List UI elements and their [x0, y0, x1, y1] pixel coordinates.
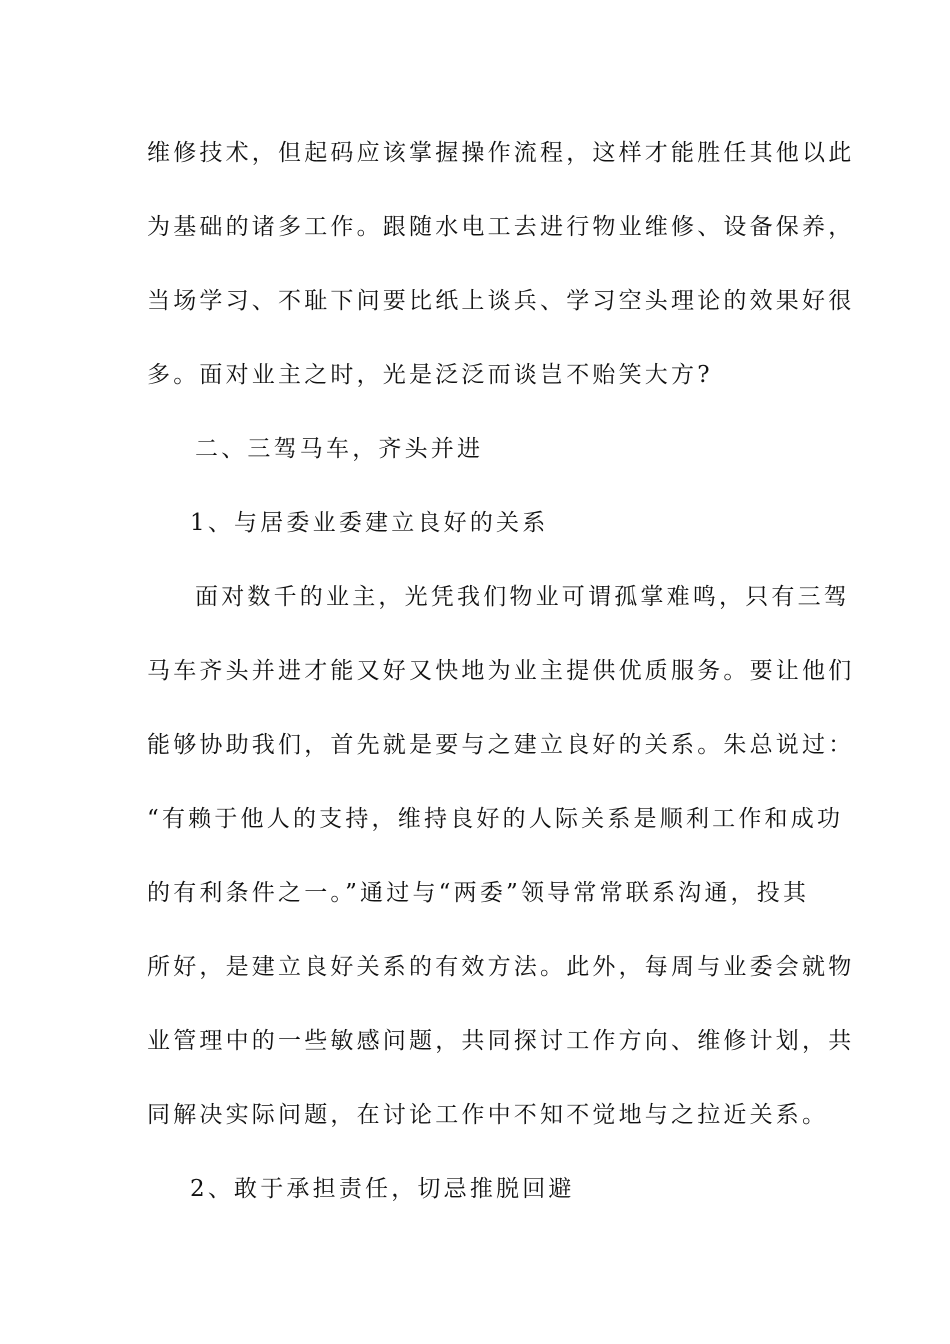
paragraph-line: 的有利条件之一。”通过与“两委”领导常常联系沟通，投其 — [147, 880, 810, 906]
section-heading: 二、三驾马车，齐头并进 — [195, 436, 484, 462]
paragraph-line: 当场学习、不耻下问要比纸上谈兵、学习空头理论的效果好很 — [147, 288, 855, 314]
subsection-heading: 1、与居委业委建立良好的关系 — [190, 510, 549, 536]
paragraph-line: 面对数千的业主，光凭我们物业可谓孤掌难鸣，只有三驾 — [195, 584, 850, 610]
paragraph-line: 能够协助我们，首先就是要与之建立良好的关系。朱总说过： — [147, 732, 855, 758]
paragraph-line: 同解决实际问题，在讨论工作中不知不觉地与之拉近关系。 — [147, 1102, 829, 1128]
paragraph-line: 所好，是建立良好关系的有效方法。此外，每周与业委会就物 — [147, 954, 855, 980]
paragraph-line: 为基础的诸多工作。跟随水电工去进行物业维修、设备保养， — [147, 214, 855, 240]
subsection-heading: 2、敢于承担责任，切忌推脱回避 — [190, 1176, 575, 1202]
paragraph-line: 业管理中的一些敏感问题，共同探讨工作方向、维修计划，共 — [147, 1028, 855, 1054]
paragraph-line: “有赖于他人的支持，维持良好的人际关系是顺利工作和成功 — [147, 806, 844, 832]
paragraph-line: 维修技术，但起码应该掌握操作流程，这样才能胜任其他以此 — [147, 140, 855, 166]
paragraph-line: 多。面对业主之时，光是泛泛而谈岂不贻笑大方? — [147, 362, 713, 388]
paragraph-line: 马车齐头并进才能又好又快地为业主提供优质服务。要让他们 — [147, 658, 855, 684]
